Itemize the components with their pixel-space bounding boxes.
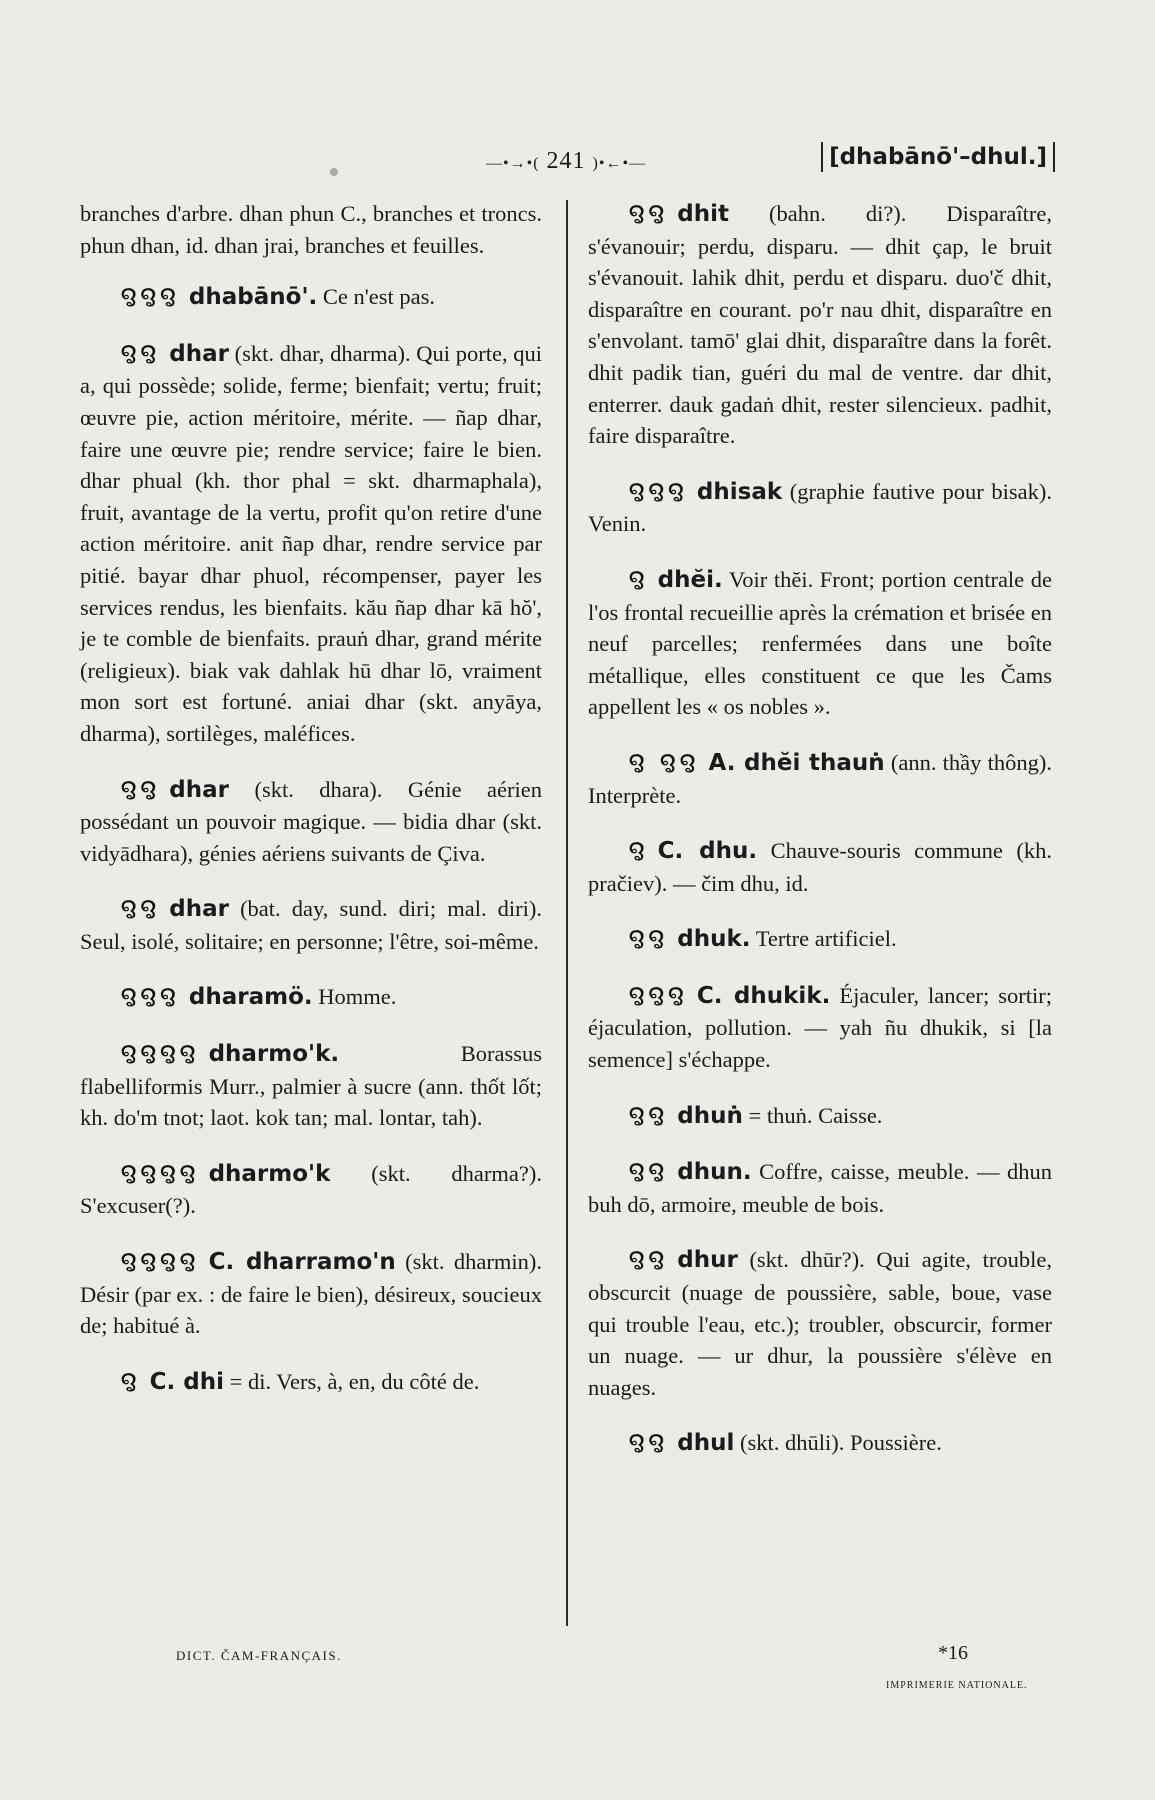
dictionary-entry [588,1244,1052,1403]
cham-script-glyph: ꨅꨅꨅ [120,279,179,315]
cham-script-glyph: ꨅ [120,1363,140,1399]
cham-script-glyph: ꨅꨅꨅ [628,977,687,1013]
cham-script-glyph: ꨅꨅ [120,335,160,371]
dictionary-entry [80,1246,542,1342]
dictionary-entry [588,835,1052,899]
cham-script-glyph: ꨅꨅꨅꨅ [120,1244,199,1280]
cham-script-glyph: ꨅꨅ [628,1242,668,1278]
dictionary-entry [80,198,542,261]
entry-definition: (skt. dhara). Génie aérien possédant un pouvoir magique. — bidia dhar (skt. vidyādhara), génies aériens suivants de Çiva. [80,776,542,866]
cham-script-glyph: ꨅ ꨅꨅ [628,744,699,780]
entry-headword: A. dhĕi thauṅ [708,749,885,776]
entry-definition: Chauve-souris commune (kh. pračiev). — čim dhu, id. [588,838,1053,896]
dictionary-entry [80,771,542,870]
entry-definition: Tertre artificiel. [755,926,897,952]
dictionary-entry [80,1155,543,1222]
cham-script-glyph: ꨅꨅꨅꨅ [120,1036,199,1072]
entry-definition: = di. Vers, à, en, du côté de. [229,1368,480,1394]
dictionary-entry [588,1156,1052,1220]
cham-script-glyph: ꨅꨅ [628,196,668,231]
entry-headword: dhar [169,340,229,367]
cham-script-glyph: ꨅꨅ [628,1097,668,1133]
dictionary-entry [80,281,542,314]
ornament-left: —•→•( [486,155,540,172]
entry-headword: dhĕi. [657,566,723,593]
page-number: 241 [546,148,586,174]
cham-script-glyph: ꨅꨅ [628,921,668,957]
entry-headword: dharmo'k [208,1160,331,1187]
dictionary-entry [588,744,1053,811]
entry-definition: Coffre, caisse, meuble. — dhun buh dō, armoire, meuble de bois. [588,1159,1053,1217]
cham-script-glyph: ꨅꨅ [120,891,160,927]
entry-definition: (skt. dharma?). S'excuser(?). [80,1160,543,1219]
entry-definition: (skt. dhūli). Poussière. [740,1430,942,1456]
entry-definition: (skt. dhūr?). Qui agite, trouble, obscurcit (nuage de poussière, sable, boue, vase qui trouble l'eau, etc.); troubler, obscurcir, former un nuage. — ur dhur, la poussière s'élève en nuages. [588,1247,1052,1400]
cham-script-glyph: ꨅꨅꨅ [120,979,179,1015]
cham-script-glyph: ꨅꨅꨅꨅ [120,1155,199,1191]
entry-definition: (bahn. di?). Disparaître, s'évanouir; perdu, disparu. — dhit çap, le bruit s'évanouit. lahik dhit, perdu et disparu. duo'č dhit, disparaître en courant. po'r nau dhit, disparaître en s'envolant. tamō' glai dhit, disparaître dans la forêt. dhit padik tian, guéri du mal de ventre. dar dhit, enterrer. dauk gadaṅ dhit, rester silencieux. padhit, faire disparaître. [588,201,1052,449]
ornament-right: )•←•— [592,155,647,172]
dictionary-entry [588,1097,1052,1133]
footer-title: DICT. ČAM-FRANÇAIS. [176,1648,342,1663]
paper-speck [330,168,338,176]
entry-definition: (skt. dharmin). Désir (par ex. : de faire le bien), désireux, soucieux de; habitué à. [80,1249,543,1339]
entry-definition: branches d'arbre. dhan phun C., branches et troncs. phun dhan, id. dhan jrai, branches et feuilles. [80,201,542,258]
entry-headword: C. dhukik. [696,982,831,1009]
cham-script-glyph: ꨅ [628,833,648,869]
entry-headword: dhar [169,896,229,923]
entry-definition: (ann. thầy thông). Interprète. [588,749,1053,808]
entry-definition: Éjaculer, lancer; sortir; éjaculation, pollution. — yah ñu dhukik, si [la semence] s'échappe. [588,982,1053,1073]
entry-headword: dharamö. [188,984,313,1011]
dictionary-entry [588,977,1053,1076]
signature-mark: *16 [938,1642,968,1664]
dictionary-entry [80,335,542,750]
entry-headword: dhul [677,1430,735,1457]
entry-headword: dhar [169,776,229,803]
entry-definition: = thuṅ. Caisse. [748,1102,883,1128]
entry-headword: dhisak [696,478,783,505]
cham-script-glyph: ꨅ [628,561,648,597]
entry-definition: (bat. day, sund. diri; mal. diri). Seul, isolé, solitaire; en personne; l'être, soi-même. [80,896,542,954]
entry-headword: C. dhi [149,1368,224,1395]
entry-headword: dhit [677,201,729,227]
dictionary-entry [80,1363,542,1399]
dictionary-entry [588,923,1052,956]
entry-definition: Homme. [318,984,397,1010]
page-number-block [486,148,646,175]
dictionary-entry [588,1427,1052,1460]
printer-imprint: IMPRIMERIE NATIONALE. [886,1680,1028,1691]
page-header [480,142,1055,182]
entry-definition: (graphie fautive pour bisak). Venin. [588,478,1052,537]
entry-headword: C. dharramo'n [208,1249,396,1276]
cham-script-glyph: ꨅꨅ [628,1425,668,1461]
dictionary-entry [588,473,1052,540]
entry-definition: (skt. dhar, dharma). Qui porte, qui a, qui possède; solide, ferme; bienfait; vertu; fruit; œuvre pie, action méritoire, mérite. — ñap dhar, faire une œuvre pie; rendre service; faire le bien. dhar phual (kh. thor phal = skt. dharmaphala), fruit, avantage de la vertu, profit qu'on retire d'une action méritoire. anit ñap dhar, rendre service par pitié. bayar dhar phuol, récompenser, payer les services rendus, les bienfaits. kău ñap dhar kā hŏ', je te comble de bienfaits. prauṅ dhar, grand mérite (religieux). biak vak dahlak hū dhar lō, vraiment mon sort est fortuné. aniai dhar (skt. anyāya, dharma), sortilèges, maléfices. [80,340,542,746]
entry-headword: dharmo'k. [208,1041,340,1068]
dictionary-entry [80,893,542,957]
dictionary-entry [80,1038,542,1134]
dictionary-entry [588,198,1052,452]
column-divider [566,200,568,1626]
cham-script-glyph: ꨅꨅ [120,771,160,807]
headword-range: [dhabānō'–dhul.] [821,142,1055,172]
cham-script-glyph: ꨅꨅ [628,1154,668,1190]
cham-script-glyph: ꨅꨅꨅ [628,473,687,509]
entry-definition: Voir thĕi. Front; portion centrale de l'os frontal recueillie après la crémation et brisée en neuf parcelles; renfermées dans une boîte métallique, elles constituent ce que les Čams appellent les « os nobles ». [588,566,1052,720]
entry-headword: C. dhu. [657,838,758,865]
left-column [80,198,542,1422]
right-column [588,198,1052,1484]
entry-headword: dhuṅ [677,1102,743,1129]
entry-headword: dhur [677,1247,738,1274]
entry-definition: Ce n'est pas. [322,284,436,310]
entry-definition: Borassus flabelliformis Murr., palmier à sucre (ann. thốt lốt; kh. do'm tnot; laot. kok tan; mal. lontar, tah). [80,1041,542,1131]
entry-headword: dhabānō'. [188,284,318,311]
entry-headword: dhun. [677,1159,752,1186]
dictionary-entry [80,981,542,1014]
dictionary-entry [588,561,1052,723]
entry-headword: dhuk. [677,926,751,953]
